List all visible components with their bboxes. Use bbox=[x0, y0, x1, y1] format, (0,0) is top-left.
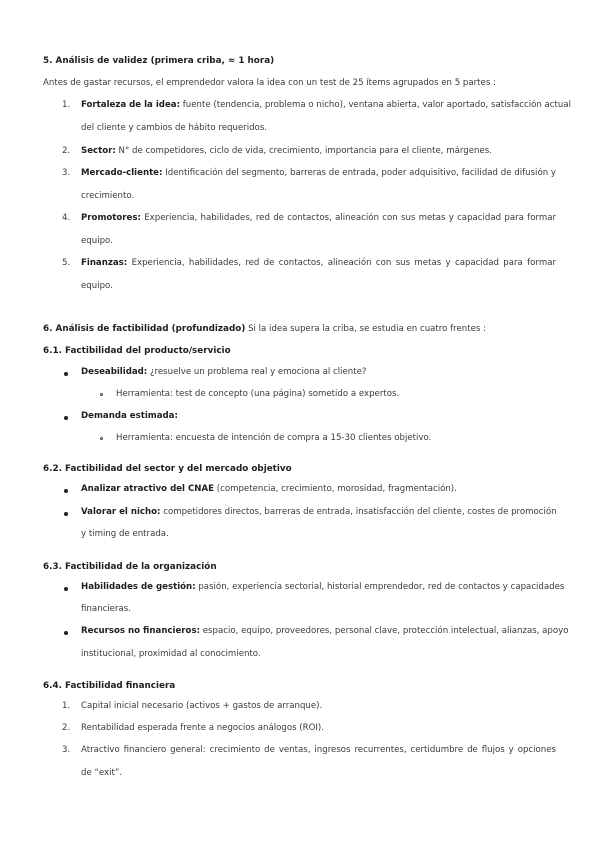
list-item-text: Identificación del segmento, barreras de entrada, poder adquisitivo, facilidad de difusión y bbox=[165, 168, 556, 178]
list-item-line bbox=[81, 213, 556, 223]
list-number: 2. bbox=[62, 146, 71, 156]
bullet-label: Recursos no financieros: bbox=[81, 626, 201, 636]
sub-bullet-item: Herramienta: test de concepto (una página) sometido a expertos. bbox=[116, 389, 400, 399]
list-item-continuation: equipo. bbox=[81, 236, 113, 246]
bullet-icon bbox=[64, 587, 68, 591]
section-6-4-heading: 6.4. Factibilidad financiera bbox=[43, 681, 176, 691]
bullet-icon bbox=[64, 372, 68, 376]
bullet-icon bbox=[64, 416, 68, 420]
list-item-text: Experiencia, habilidades, red de contactos, alineación con sus metas y capacidad para formar bbox=[131, 258, 556, 268]
list-number: 4. bbox=[62, 213, 71, 223]
section-6-1-heading: 6.1. Factibilidad del producto/servicio bbox=[43, 346, 231, 356]
list-item-text: fuente (tendencia, problema o nicho), ventana abierta, valor aportado, satisfacción actual bbox=[182, 100, 571, 110]
list-number: 2. bbox=[62, 723, 71, 733]
list-item-text: N° de competidores, ciclo de vida, crecimiento, importancia para el cliente, márgenes. bbox=[118, 146, 492, 156]
bullet-text: competidores directos, barreras de entrada, insatisfacción del cliente, costes de promoción bbox=[163, 507, 557, 517]
bullet-item bbox=[81, 411, 178, 421]
bullet-item bbox=[81, 367, 366, 377]
bullet-item bbox=[81, 507, 556, 517]
sub-bullet-icon bbox=[100, 437, 103, 440]
section-6-intro: Si la idea supera la criba, se estudia en cuatro frentes : bbox=[248, 324, 486, 334]
bullet-label: Demanda estimada: bbox=[81, 411, 178, 421]
bullet-continuation: y timing de entrada. bbox=[81, 529, 169, 539]
bullet-text: pasión, experiencia sectorial, historial emprendedor, red de contactos y capacidades bbox=[198, 582, 565, 592]
bullet-icon bbox=[64, 512, 68, 516]
list-item-line bbox=[81, 258, 556, 268]
section-6-heading: 6. Análisis de factibilidad (profundizado) bbox=[43, 324, 246, 334]
bullet-continuation: financieras. bbox=[81, 604, 131, 614]
list-number: 1. bbox=[62, 701, 71, 711]
list-item-label: Fortaleza de la idea: bbox=[81, 100, 181, 110]
bullet-icon bbox=[64, 489, 68, 493]
list-item-continuation: equipo. bbox=[81, 281, 113, 291]
section-6-3-heading: 6.3. Factibilidad de la organización bbox=[43, 562, 217, 572]
bullet-text: espacio, equipo, proveedores, personal clave, protección intelectual, alianzas, apoyo bbox=[202, 626, 569, 636]
list-item-line bbox=[81, 146, 492, 156]
bullet-item bbox=[81, 626, 569, 636]
bullet-text: (competencia, crecimiento, morosidad, fragmentación). bbox=[216, 484, 457, 494]
list-item-line bbox=[81, 100, 571, 110]
list-item-line: Atractivo financiero general: crecimiento de ventas, ingresos recurrentes, certidumbre de flujos y opciones bbox=[81, 745, 556, 755]
bullet-icon bbox=[64, 631, 68, 635]
bullet-label: Habilidades de gestión: bbox=[81, 582, 196, 592]
list-item-label: Sector: bbox=[81, 146, 116, 156]
bullet-item bbox=[81, 582, 565, 592]
list-item-line: Rentabilidad esperada frente a negocios análogos (ROI). bbox=[81, 723, 325, 733]
list-item-line: Capital inicial necesario (activos + gastos de arranque). bbox=[81, 701, 323, 711]
bullet-continuation: institucional, proximidad al conocimiento. bbox=[81, 649, 261, 659]
section-6-2-heading: 6.2. Factibilidad del sector y del mercado objetivo bbox=[43, 464, 292, 474]
list-item-label: Finanzas: bbox=[81, 258, 128, 268]
bullet-label: Analizar atractivo del CNAE bbox=[81, 484, 215, 494]
list-number: 3. bbox=[62, 745, 71, 755]
list-number: 1. bbox=[62, 100, 71, 110]
bullet-label: Deseabilidad: bbox=[81, 367, 148, 377]
section-6-heading-line bbox=[43, 324, 486, 334]
list-item-label: Promotores: bbox=[81, 213, 141, 223]
list-item-continuation: crecimiento. bbox=[81, 191, 135, 201]
list-number: 3. bbox=[62, 168, 71, 178]
list-item-text: Experiencia, habilidades, red de contactos, alineación con sus metas y capacidad para formar bbox=[144, 213, 557, 223]
list-number: 5. bbox=[62, 258, 71, 268]
section-5-intro: Antes de gastar recursos, el emprendedor valora la idea con un test de 25 ítems agrupados en 5 partes : bbox=[43, 78, 496, 88]
bullet-item bbox=[81, 484, 457, 494]
list-item-continuation: de “exit”. bbox=[81, 768, 123, 778]
section-5-heading: 5. Análisis de validez (primera criba, ≈ 1 hora) bbox=[43, 56, 275, 66]
list-item-line bbox=[81, 168, 556, 178]
bullet-label: Valorar el nicho: bbox=[81, 507, 161, 517]
list-item-continuation: del cliente y cambios de hábito requeridos. bbox=[81, 123, 268, 133]
bullet-text: ¿resuelve un problema real y emociona al cliente? bbox=[149, 367, 367, 377]
list-item-label: Mercado-cliente: bbox=[81, 168, 163, 178]
sub-bullet-icon bbox=[100, 393, 103, 396]
sub-bullet-item: Herramienta: encuesta de intención de compra a 15-30 clientes objetivo. bbox=[116, 433, 432, 443]
